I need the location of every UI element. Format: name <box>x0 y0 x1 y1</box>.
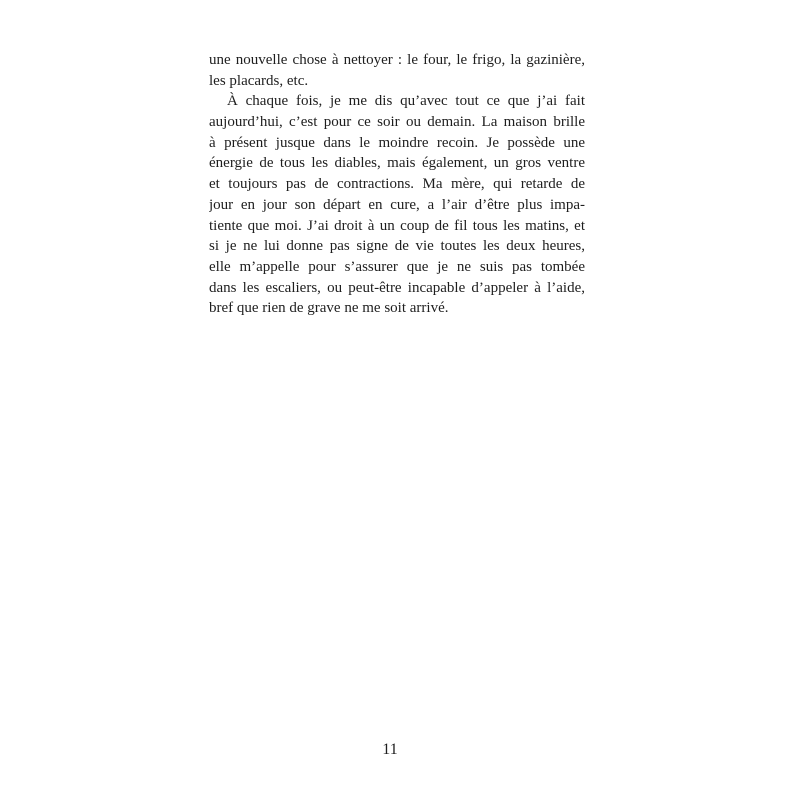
text-line: à présent jusque dans le moindre recoin. Je possède une <box>209 134 585 151</box>
text-line: À chaque fois, je me dis qu’avec tout ce que j’ai fait <box>227 93 585 110</box>
text-line: les placards, etc. <box>209 72 309 89</box>
text-line: une nouvelle chose à nettoyer : le four, le frigo, la gazinière, <box>209 52 585 68</box>
text-line: bref que rien de grave ne me soit arrivé. <box>209 300 449 317</box>
text-line: et toujours pas de contractions. Ma mère, qui retarde de <box>209 176 585 193</box>
text-line: énergie de tous les diables, mais également, un gros ventre <box>209 155 585 172</box>
text-line: jour en jour son départ en cure, a l’air d’être plus impa- <box>209 196 585 213</box>
text-line: dans les escaliers, ou peut-être incapable d’appeler à l’aide, <box>209 279 585 296</box>
text-line: si je ne lui donne pas signe de vie toutes les deux heures, <box>209 238 585 255</box>
text-line: tiente que moi. J’ai droit à un coup de fil tous les matins, et <box>209 217 585 234</box>
paragraph-1 <box>209 50 585 91</box>
text-line: elle m’appelle pour s’assurer que je ne suis pas tombée <box>209 258 585 275</box>
text-line: aujourd’hui, c’est pour ce soir ou demain. La maison brille <box>209 114 585 131</box>
body-text <box>209 50 585 319</box>
paragraph-2 <box>209 91 585 319</box>
page-number: 11 <box>382 741 398 758</box>
